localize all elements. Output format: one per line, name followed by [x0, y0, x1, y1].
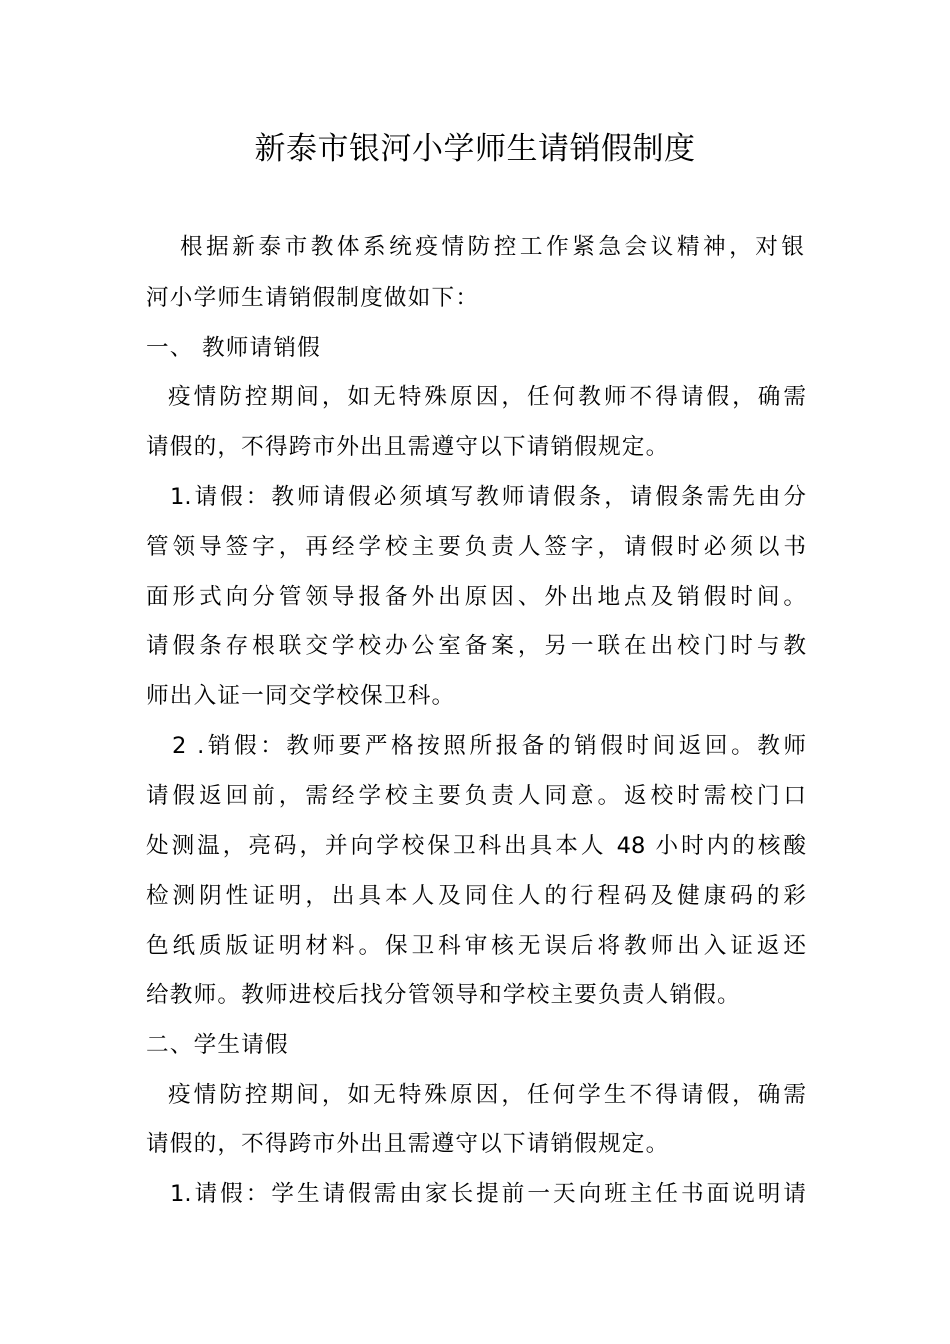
paragraph-line: 请假的，不得跨市外出且需遵守以下请销假规定。 — [146, 1131, 670, 1157]
paragraph-line: 处测温，亮码，并向学校保卫科出具本人 48 小时内的核酸 — [146, 833, 806, 859]
paragraph-line: 管领导签字，再经学校主要负责人签字，请假时必须以书 — [146, 534, 806, 560]
paragraph-line: 疫情防控期间，如无特殊原因，任何学生不得请假，确需 — [168, 1082, 806, 1108]
paragraph-line: 请假条存根联交学校办公室备案，另一联在出校门时与教 — [146, 633, 806, 659]
paragraph-line: 请假的，不得跨市外出且需遵守以下请销假规定。 — [146, 434, 670, 460]
paragraph-line: 请假返回前，需经学校主要负责人同意。返校时需校门口 — [146, 783, 806, 809]
paragraph-line: 2 .销假：教师要严格按照所报备的销假时间返回。教师 — [172, 733, 806, 759]
section-heading-student: 二、学生请假 — [146, 1032, 289, 1058]
paragraph-line: 检测阴性证明，出具本人及同住人的行程码及健康码的彩 — [146, 883, 806, 909]
paragraph-line: 1.请假：学生请假需由家长提前一天向班主任书面说明请 — [170, 1181, 806, 1207]
paragraph-line: 色纸质版证明材料。保卫科审核无误后将教师出入证返还 — [146, 933, 806, 959]
paragraph-line: 疫情防控期间，如无特殊原因，任何教师不得请假，确需 — [168, 384, 806, 410]
paragraph-line: 面形式向分管领导报备外出原因、外出地点及销假时间。 — [146, 584, 806, 610]
section-heading-teacher: 一、 教师请销假 — [146, 335, 321, 361]
paragraph-line: 给教师。教师进校后找分管领导和学校主要负责人销假。 — [146, 982, 741, 1008]
paragraph-line: 1.请假：教师请假必须填写教师请假条，请假条需先由分 — [170, 484, 806, 510]
paragraph-line: 师出入证一同交学校保卫科。 — [146, 683, 456, 709]
paragraph-line: 根据新泰市教体系统疫情防控工作紧急会议精神，对银 — [180, 234, 804, 260]
document-title: 新泰市银河小学师生请销假制度 — [254, 131, 696, 167]
paragraph-line: 河小学师生请销假制度做如下： — [146, 285, 480, 311]
